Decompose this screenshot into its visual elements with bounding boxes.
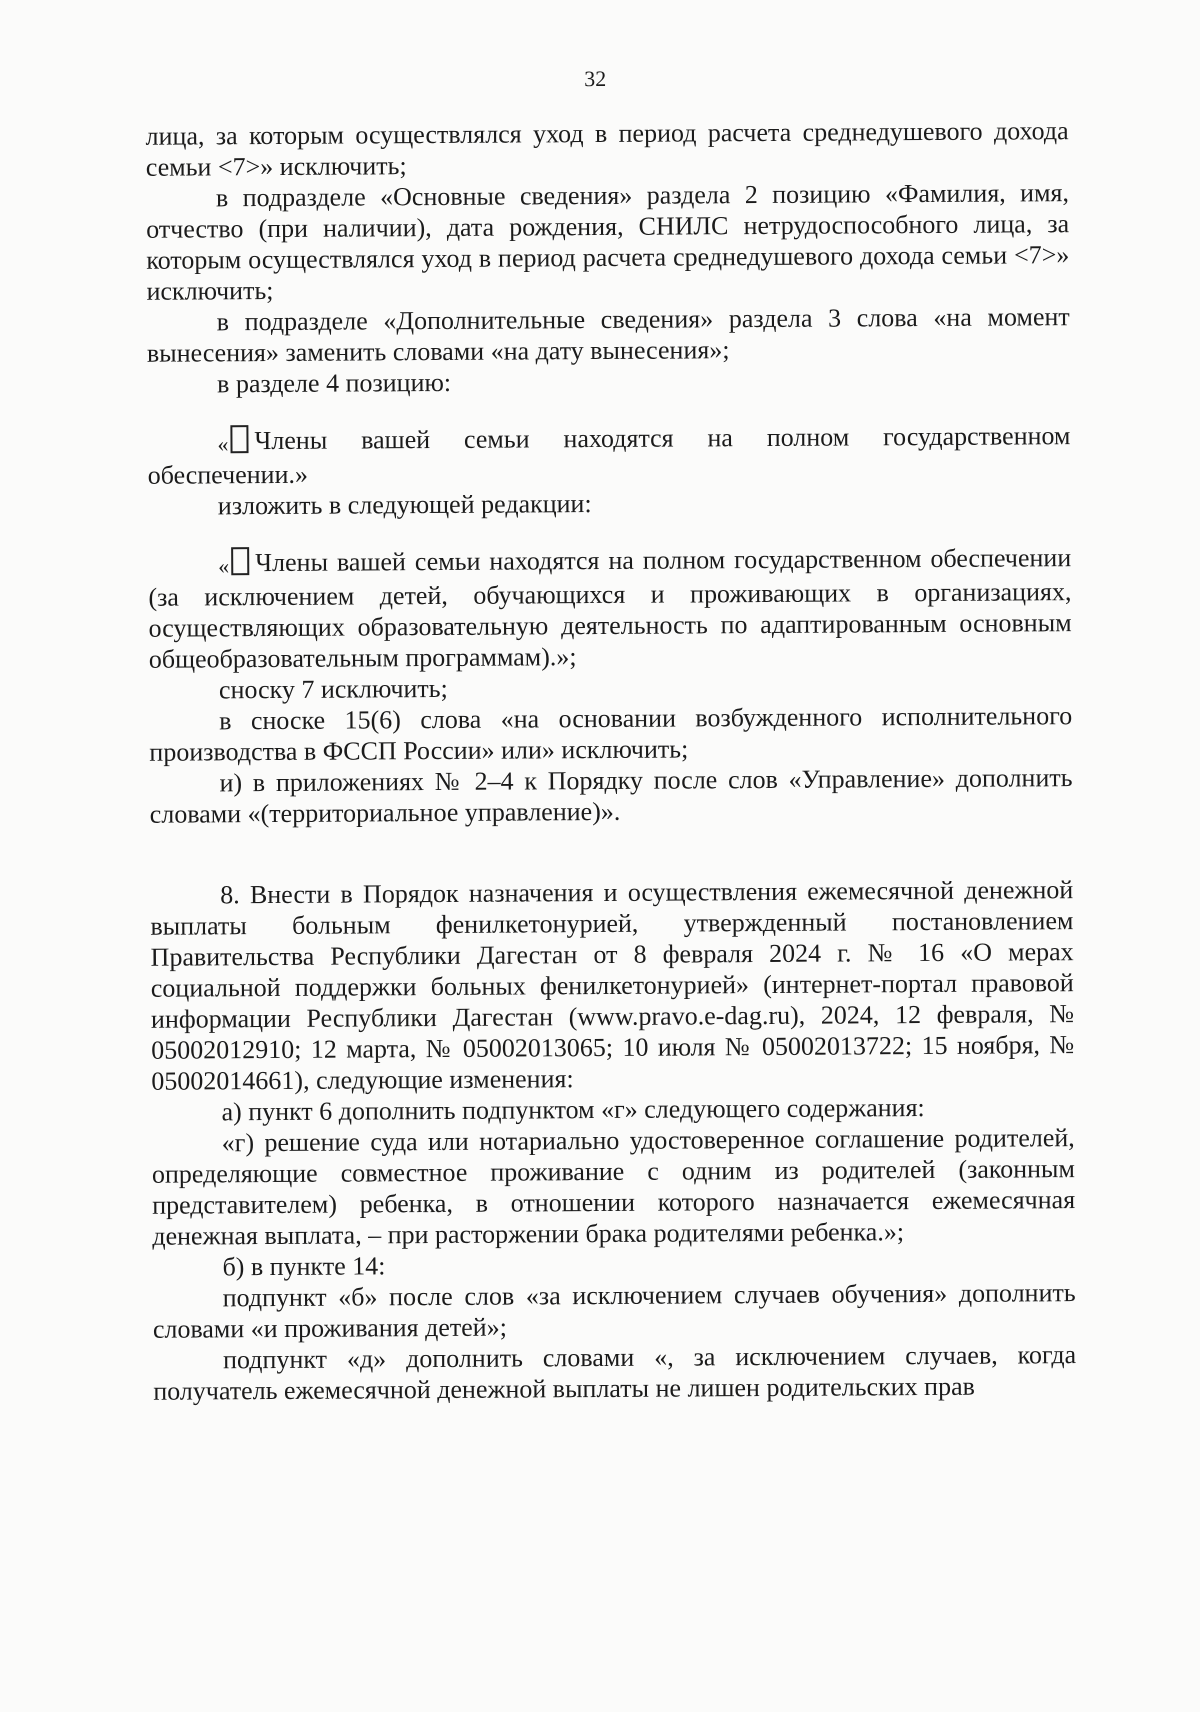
paragraph: б) в пункте 14: — [222, 1251, 386, 1282]
paragraph: лица, за которым осуществлялся уход в период расчета среднедушевого дохода семьи <7>» исключить; — [145, 116, 1069, 182]
checkbox-icon — [231, 547, 249, 575]
quoted-position-new — [148, 542, 1072, 675]
paragraph: «г) решение суда или нотариально удостоверенное соглашение родителей, определяющие совместное проживание с одним из родителей (законным представителем) ребенка, в отношении которого назначается ежемесячная денежная выплата, – при расторжении брака родителями ребенка.»; — [151, 1123, 1076, 1251]
paragraph: сноску 7 исключить; — [218, 673, 448, 705]
paragraph: в подразделе «Дополнительные сведения» раздела 3 слова «на момент вынесения» заменить словами «на дату вынесения»; — [146, 302, 1070, 368]
paragraph: в разделе 4 позицию: — [217, 367, 452, 399]
checkbox-icon — [230, 425, 248, 453]
open-quote: « — [218, 553, 230, 579]
quoted-text: Члены вашей семьи находятся на полном государственном обеспечении (за исключением детей, обучающихся и проживающих в организациях, осуществляющих образовательную деятельность по адаптированным основным общеобразовательным программам).»; — [148, 543, 1072, 674]
paragraph: изложить в следующей редакции: — [217, 489, 592, 521]
quoted-text: Члены вашей семьи находятся на полном государственном обеспечении.» — [147, 421, 1071, 490]
paragraph: и) в приложениях № 2–4 к Порядку после слов «Управление» дополнить словами «(территориальное управление)». — [149, 763, 1073, 829]
paragraph: подпункт «д» дополнить словами «, за исключением случаев, когда получатель ежемесячной денежной выплаты не лишен родительских прав — [153, 1340, 1077, 1406]
page-number: 32 — [584, 65, 607, 92]
paragraph: в подразделе «Основные сведения» раздела 2 позицию «Фамилия, имя, отчество (при наличии), дата рождения, СНИЛС нетрудоспособного лица, за которым осуществлялся уход в период расчета среднедушевого дохода семьи <7>» исключить; — [146, 178, 1070, 306]
quoted-position-old — [147, 420, 1070, 491]
document-body — [146, 115, 1077, 1407]
paragraph-section-8: 8. Внести в Порядок назначения и осуществления ежемесячной денежной выплаты больным фенилкетонурией, утвержденный постановлением Правительства Республики Дагестан от 8 февраля 2024 г. № 16 «О мерах социальной поддержки больных фенилкетонурией» (интернет-портал правовой информации Республики Дагестан (www.pravo.e-dag.ru), 2024, 12 февраля, № 05002012910; 12 марта, № 05002013065; 10 июля № 05002013722; 15 ноября, № 05002014661), следующие изменения: — [150, 875, 1075, 1096]
open-quote: « — [217, 431, 229, 457]
paragraph: подпункт «б» после слов «за исключением случаев обучения» дополнить словами «и проживания детей»; — [152, 1278, 1076, 1344]
paragraph: а) пункт 6 дополнить подпунктом «г» следующего содержания: — [221, 1093, 925, 1127]
paragraph: в сноске 15(6) слова «на основании возбужденного исполнительного производства в ФССП России» или» исключить; — [149, 701, 1073, 767]
